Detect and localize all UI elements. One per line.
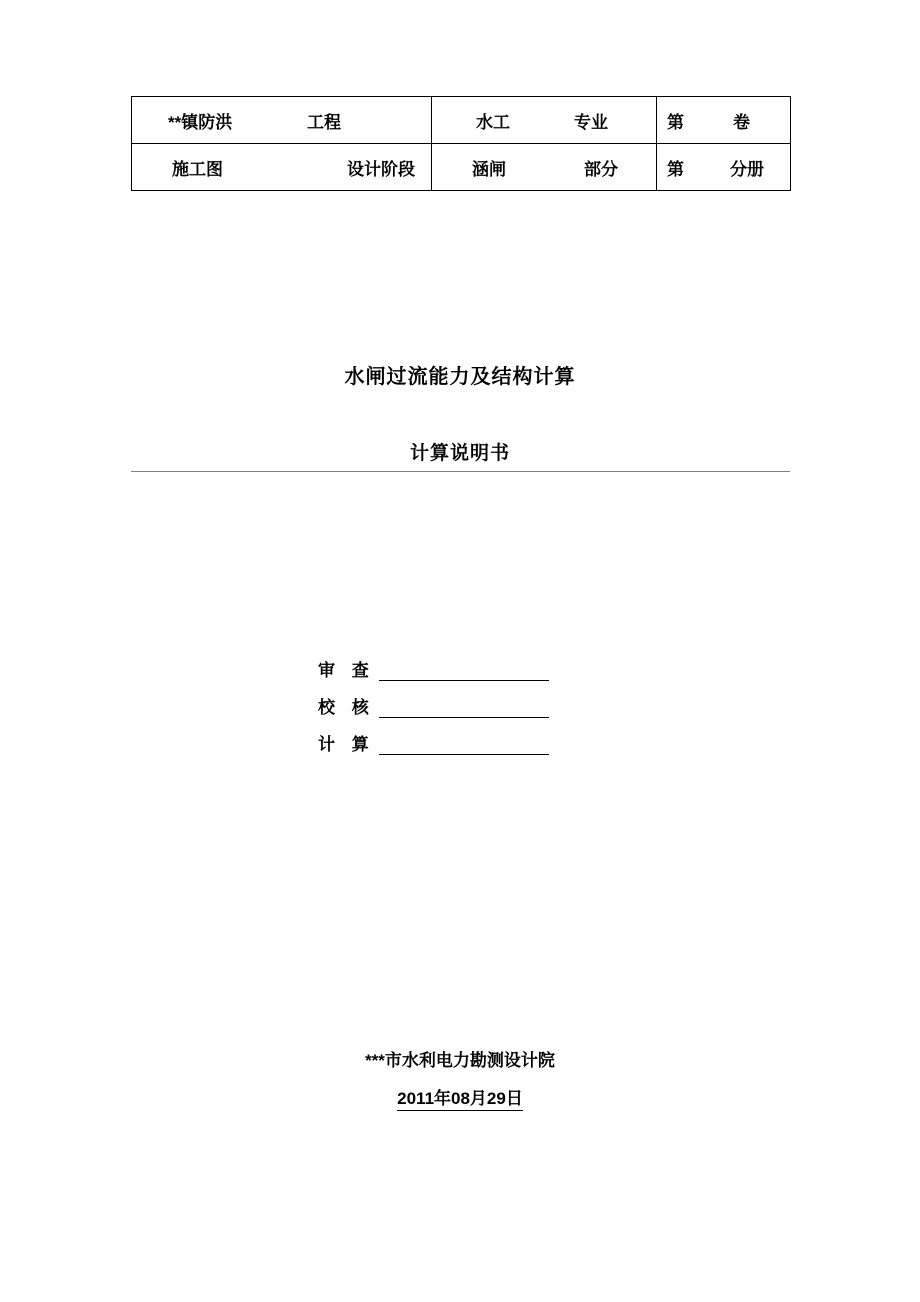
part-suffix: 部分 [584, 159, 618, 179]
header-cell-volume [657, 97, 791, 144]
volume-prefix: 第 [667, 112, 684, 132]
signature-label-check: 校 核 [318, 698, 375, 717]
booklet-prefix: 第 [667, 159, 684, 179]
signature-label-calc: 计 算 [318, 735, 375, 754]
part-name: 涵闸 [472, 159, 506, 179]
signature-line-check[interactable] [379, 700, 549, 718]
table-row [132, 97, 791, 144]
signature-row-check [318, 693, 549, 718]
organization-name: ***市水利电力勘测设计院 [365, 1051, 555, 1070]
title-divider [131, 471, 790, 472]
stage-name: 施工图 [172, 159, 223, 179]
signature-line-calc[interactable] [379, 737, 549, 755]
discipline-suffix: 专业 [574, 112, 608, 132]
stage-suffix: 设计阶段 [347, 159, 415, 179]
header-cell-project [132, 97, 432, 144]
signature-row-review [318, 656, 549, 681]
table-row [132, 144, 791, 191]
header-cell-stage [132, 144, 432, 191]
signature-row-calc [318, 730, 549, 755]
signature-block [318, 656, 549, 767]
document-header-table [131, 96, 791, 191]
signature-line-review[interactable] [379, 663, 549, 681]
page-title: 水闸过流能力及结构计算 [344, 366, 576, 388]
project-suffix: 工程 [307, 112, 341, 132]
document-date: 2011年08月29日 [397, 1084, 523, 1111]
header-cell-discipline [432, 97, 657, 144]
page-subtitle: 计算说明书 [409, 443, 510, 464]
header-cell-part [432, 144, 657, 191]
volume-suffix: 卷 [733, 112, 750, 132]
discipline-name: 水工 [476, 112, 510, 132]
header-cell-booklet [657, 144, 791, 191]
project-name: **镇防洪 [168, 112, 233, 132]
signature-label-review: 审 查 [318, 661, 375, 680]
document-footer [0, 1046, 920, 1111]
booklet-suffix: 分册 [730, 159, 764, 179]
